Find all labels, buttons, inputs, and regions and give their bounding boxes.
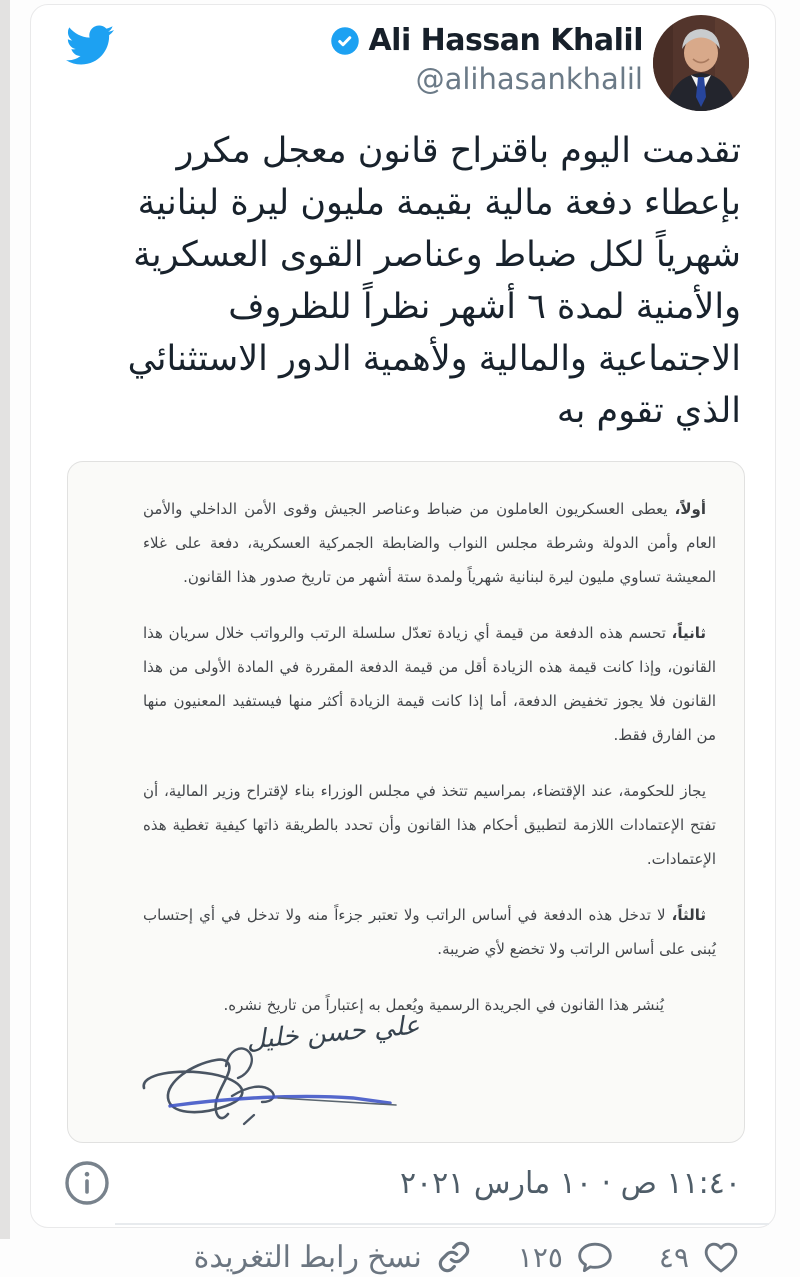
tweet-attached-document-image[interactable] — [67, 461, 745, 1143]
reply-count: ١٢٥ — [517, 1241, 563, 1273]
document-paragraph — [143, 774, 716, 876]
document-paragraph — [143, 616, 716, 752]
paragraph-text: لا تدخل هذه الدفعة في أساس الراتب ولا تعتبر جزءاً منه ولا تدخل في أي إحتساب يُبنى على أساس الراتب ولا تخضع لأي ضريبة. — [143, 906, 716, 958]
tweet-meta-row — [31, 1143, 775, 1207]
paragraph-text: يُنشر هذا القانون في الجريدة الرسمية ويُعمل به إعتباراً من تاريخ نشره. — [223, 996, 664, 1014]
info-button[interactable] — [63, 1159, 111, 1207]
paragraph-text: يجاز للحكومة، عند الإقتضاء، بمراسيم تتخذ في مجلس الوزراء بناء لإقتراح وزير المالية، أن تفتح الإعتمادات اللازمة لتطبيق أحكام هذا القانون وأن تحدد بالطريقة ذاتها كيفية تغطية هذه الإعتمادات. — [143, 782, 716, 868]
copy-link-button[interactable] — [194, 1237, 474, 1277]
tweet-header — [31, 5, 775, 111]
tweet-text: تقدمت اليوم باقتراح قانون معجل مكرر بإعطاء دفعة مالية بقيمة مليون ليرة لبنانية شهرياً لكل ضباط وعناصر القوى العسكرية والأمنية لمدة ٦ أشهر نظراً للظروف الاجتماعية والمالية ولأهمية الدور الاستثنائي الذي تقوم به — [127, 131, 741, 431]
tweet-card — [30, 4, 776, 1274]
document-paragraph — [143, 898, 716, 966]
avatar[interactable] — [653, 15, 749, 111]
reply-button[interactable] — [518, 1237, 615, 1277]
screen-edge-strip — [0, 0, 10, 1239]
document-paragraph — [143, 492, 716, 594]
paragraph-lead: ثالثاً، — [671, 906, 706, 924]
info-icon — [63, 1159, 111, 1207]
link-icon — [434, 1237, 474, 1277]
document-paragraph — [143, 988, 716, 1022]
avatar-photo — [653, 15, 749, 111]
like-button[interactable] — [659, 1237, 741, 1277]
heart-icon — [701, 1237, 741, 1277]
like-count: ٤٩ — [658, 1241, 689, 1273]
signature-name: علي حسن خليل — [245, 1010, 421, 1056]
twitter-logo-icon[interactable] — [61, 21, 119, 69]
paragraph-lead: أولاً، — [674, 500, 706, 518]
reply-bubble-icon — [575, 1237, 615, 1277]
verified-badge-icon — [330, 26, 360, 56]
copy-link-label: نسخ رابط التغريدة — [193, 1240, 422, 1274]
paragraph-lead: ثانياً، — [671, 624, 706, 642]
signature-block — [118, 1010, 428, 1136]
timestamp: ١١:٤٠ ص · ١٠ مارس ٢٠٢١ — [399, 1165, 741, 1201]
display-name: Ali Hassan Khalil — [368, 23, 643, 58]
action-bar — [31, 1225, 775, 1277]
user-handle[interactable]: @alihasankhalil — [415, 62, 643, 96]
paragraph-text: يعطى العسكريون العاملون من ضباط وعناصر الجيش وقوى الأمن الداخلي والأمن العام وأمن الدولة وشرطة مجلس النواب والضابطة الجمركية العسكرية، دفعة على غلاء المعيشة تساوي مليون ليرة لبنانية شهرياً ولمدة ستة أشهر من تاريخ صدور هذا القانون. — [143, 500, 716, 586]
paragraph-text: تحسم هذه الدفعة من قيمة أي زيادة تعدّل سلسلة الرتب والرواتب خلال سريان هذا القانون، وإذا كانت قيمة هذه الزيادة أقل من قيمة الدفعة المقررة في المادة الأولى من هذا القانون فلا يجوز تخفيض الدفعة، أما إذا كانت قيمة الزيادة أكثر منها فيستفيد المعنيون منها من الفارق فقط. — [143, 624, 716, 744]
